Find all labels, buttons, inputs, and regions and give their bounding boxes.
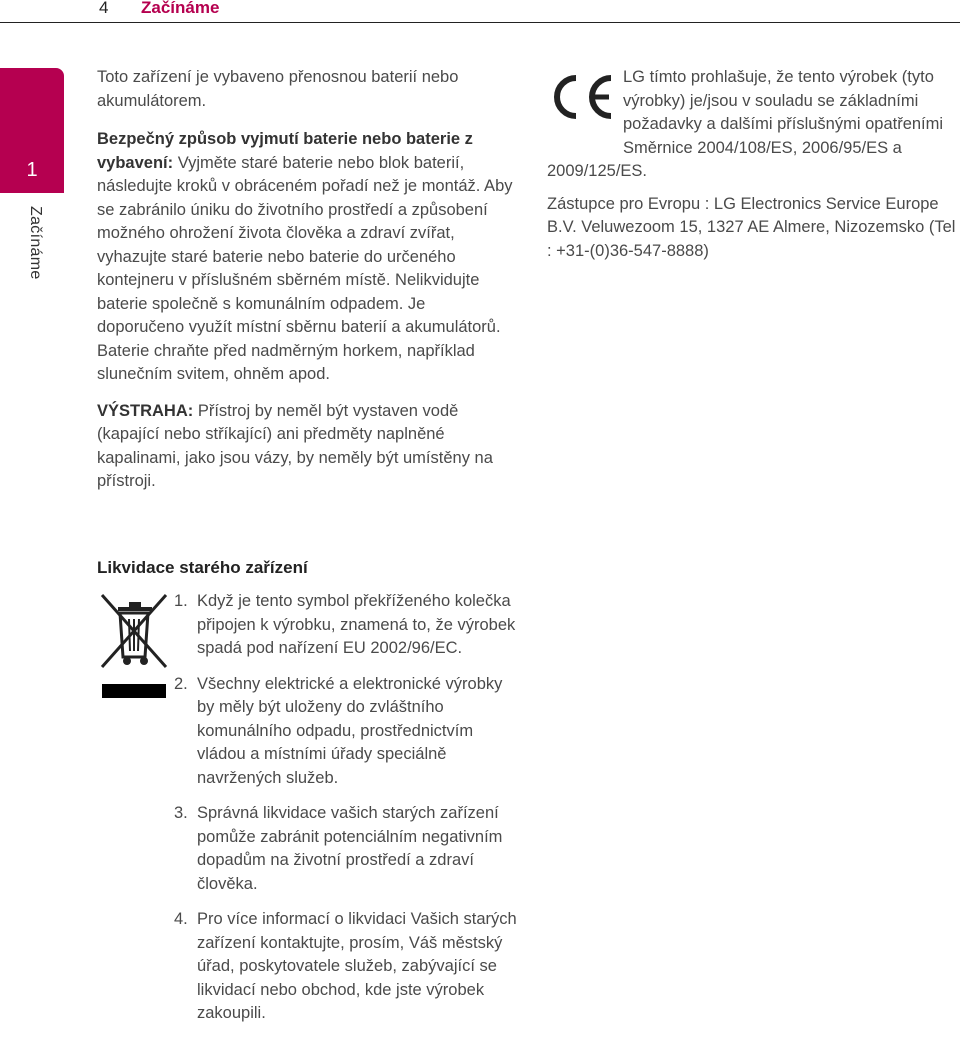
battery-intro: Toto zařízení je vybaveno přenosnou baterií nebo akumulátorem. — [97, 68, 459, 110]
warning-paragraph — [97, 400, 517, 494]
left-column — [97, 66, 517, 494]
chapter-number: 1 — [26, 159, 38, 181]
list-item — [174, 590, 524, 661]
section-title: Začínáme — [141, 0, 220, 17]
ce-mark-icon — [547, 71, 617, 121]
list-number: 1. — [174, 592, 188, 610]
list-item — [174, 673, 524, 791]
list-number: 3. — [174, 804, 188, 822]
crossed-out-wheelie-bin-icon — [100, 591, 168, 701]
eu-representative: Zástupce pro Evropu : LG Electronics Service Europe B.V. Veluwezoom 15, 1327 AE Almere, Nizozemsko (Tel : +31-(0)36-547-8888) — [547, 194, 956, 260]
battery-removal-text: Vyjměte staré baterie nebo blok baterií, následujte kroků v obráceném pořadí než je montáž. Aby se zabránilo úniku do životního prostředí a způsobení možného ohrožení života člověka a zdraví zvířat, vyhazujte staré baterie nebo baterie do určeného kontejneru v příslušném sběrném místě. Nelikvidujte baterie společně s komunálním odpadem. Je doporučeno využít místní sběrnu baterií a akumulátorů. Baterie chraňte před nadměrným horkem, například slunečním svitem, ohněm apod. — [97, 153, 513, 383]
battery-removal-paragraph — [97, 128, 517, 387]
warning-text: Přístroj by neměl být vystaven vodě (kapající nebo stříkající) ani předměty naplněné kapalinami, jako jsou vázy, by neměly být umístěny na přístroji. — [97, 401, 493, 490]
chapter-side-label: Začínáme — [27, 206, 44, 280]
list-item — [174, 908, 524, 1026]
list-number: 4. — [174, 910, 188, 928]
page-header — [0, 0, 960, 22]
list-text: Když je tento symbol překříženého kolečka připojen k výrobku, znamená to, že výrobek spadá pod nařízení EU 2002/96/EC. — [197, 592, 516, 657]
list-item — [174, 802, 524, 896]
list-text: Správná likvidace vašich starých zařízení pomůže zabránit potenciálním negativním dopadům na životní prostředí a zdraví člověka. — [197, 804, 503, 893]
warning-heading: VÝSTRAHA: — [97, 401, 194, 420]
list-number: 2. — [174, 674, 188, 693]
header-rule — [0, 22, 960, 23]
battery-removal-heading: Bezpečný způsob vyjmutí baterie nebo baterie z vybavení: — [97, 130, 473, 172]
disposal-title: Likvidace starého zařízení — [97, 558, 308, 577]
list-text: Všechny elektrické a elektronické výrobky by měly být uloženy do zvláštního komunálního odpadu, prostřednictvím vládou a místními úřady speciálně navržených služeb. — [197, 674, 503, 787]
page-number: 4 — [99, 0, 109, 17]
right-column — [547, 66, 957, 263]
conformity-text: LG tímto prohlašuje, že tento výrobek (tyto výrobky) je/jsou v souladu se základními požadavky a dalšími příslušnými opatřeními Směrnice 2004/108/ES, 2006/95/ES a 2009/125/ES. — [547, 68, 944, 180]
list-text: Pro více informací o likvidaci Vašich starých zařízení kontaktujte, prosím, Váš městský úřad, poskytovatele služeb, zabývající se likvidací nebo obchod, kde jste výrobek zakoupili. — [197, 910, 517, 1022]
disposal-list — [174, 590, 524, 1038]
